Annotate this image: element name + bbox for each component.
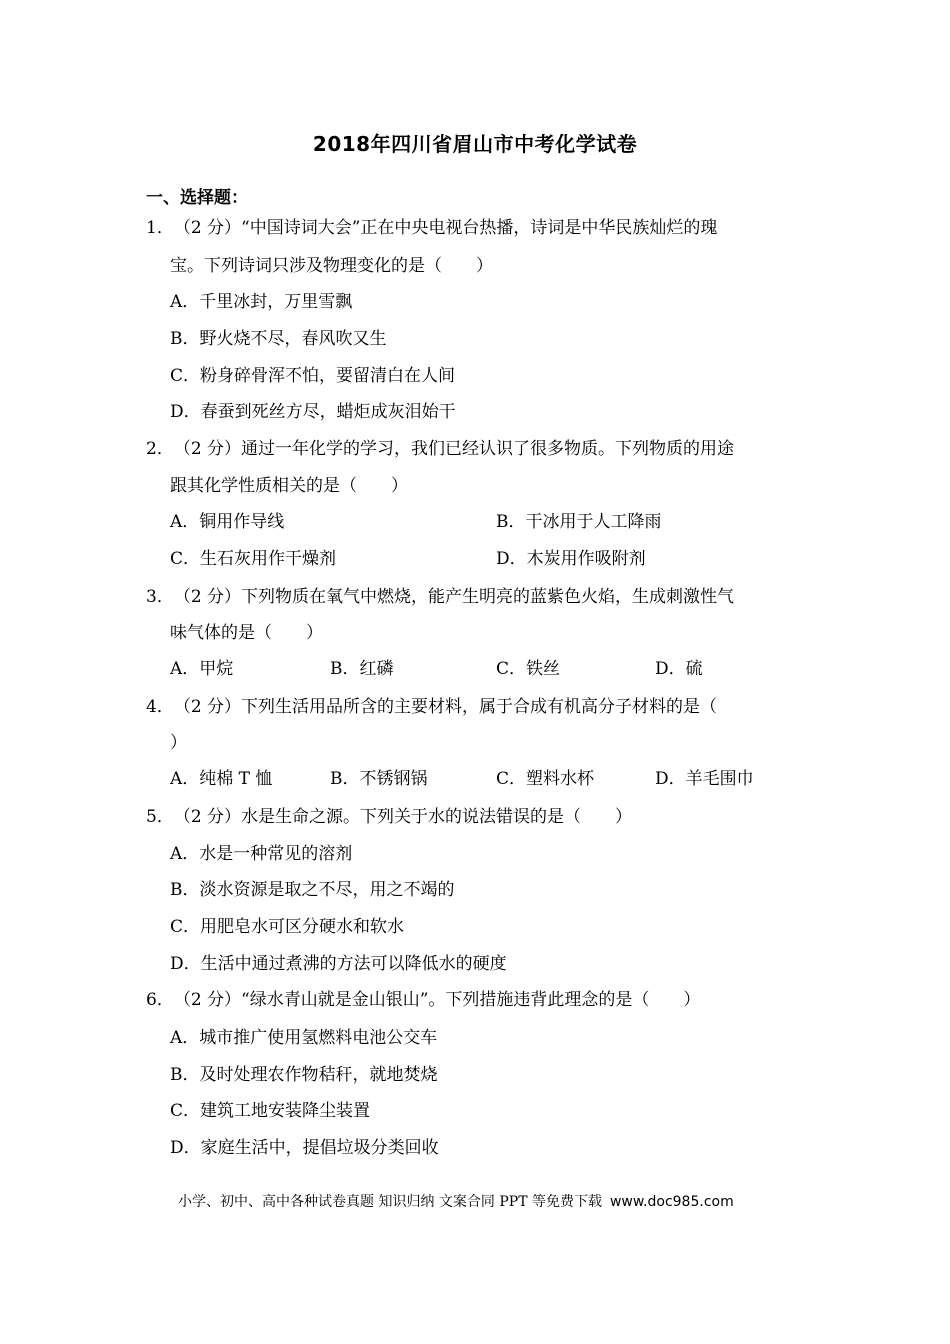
question-1-line-2: 宝。下列诗词只涉及物理变化的是（ ） [170, 256, 493, 276]
question-2-option-d: D．木炭用作吸附剂 [496, 549, 646, 569]
question-1-option-c: C．粉身碎骨浑不怕，要留清白在人间 [170, 366, 456, 386]
question-4-option-d: D．羊毛围巾 [655, 769, 754, 789]
question-4-line-2: ） [170, 733, 187, 753]
question-6-option-c: C．建筑工地安装降尘装置 [170, 1101, 371, 1121]
question-2-option-c: C．生石灰用作干燥剂 [170, 549, 337, 569]
question-5-option-a: A．水是一种常见的溶剂 [170, 844, 353, 864]
question-1-text: （2 分）“中国诗词大会”正在中央电视台热播，诗词是中华民族灿烂的瑰 [173, 218, 718, 238]
question-3-option-d: D．硫 [655, 659, 703, 679]
question-6-option-d: D．家庭生活中，提倡垃圾分类回收 [170, 1138, 439, 1158]
question-3-line-2: 味气体的是（ ） [170, 623, 323, 643]
question-5-option-b: B．淡水资源是取之不尽，用之不竭的 [170, 880, 455, 900]
page-title: 2018年四川省眉山市中考化学试卷 [312, 132, 638, 156]
question-2-number: 2． [146, 439, 174, 459]
question-4-text: （2 分）下列生活用品所含的主要材料，属于合成有机高分子材料的是（ [173, 697, 718, 717]
question-4-line-1 [146, 696, 717, 718]
question-3-number: 3． [146, 587, 174, 607]
footer-link[interactable]: www.doc985.com [609, 1194, 734, 1210]
question-6-option-b: B．及时处理农作物秸秆，就地焚烧 [170, 1065, 438, 1085]
question-1-option-d: D．春蚕到死丝方尽，蜡炬成灰泪始干 [170, 402, 456, 422]
question-3-option-a: A．甲烷 [170, 659, 234, 679]
question-3-line-1 [146, 586, 734, 608]
question-3-option-b: B．红磷 [330, 659, 394, 679]
question-2-option-a: A．铜用作导线 [170, 512, 285, 532]
question-6-line-1 [146, 989, 700, 1011]
question-5-text: （2 分）水是生命之源。下列关于水的说法错误的是（ ） [173, 807, 633, 827]
question-6-option-a: A．城市推广使用氢燃料电池公交车 [170, 1028, 438, 1048]
question-2-text: （2 分）通过一年化学的学习，我们已经认识了很多物质。下列物质的用途 [173, 439, 735, 459]
question-1-option-b: B．野火烧不尽，春风吹又生 [170, 329, 387, 349]
question-3-text: （2 分）下列物质在氧气中燃烧，能产生明亮的蓝紫色火焰，生成刺激性气 [173, 587, 735, 607]
question-4-option-b: B．不锈钢锅 [330, 769, 428, 789]
question-2-line-1 [146, 438, 734, 460]
question-2-line-2: 跟其化学性质相关的是（ ） [170, 476, 408, 496]
question-1-line-1 [146, 217, 717, 239]
question-5-line-1 [146, 806, 632, 828]
question-4-option-c: C．塑料水杯 [496, 769, 595, 789]
question-1-number: 1． [146, 218, 174, 238]
page-footer [178, 1191, 734, 1211]
question-4-number: 4． [146, 697, 174, 717]
footer-text: 小学、初中、高中各种试卷真题 知识归纳 文案合同 PPT 等免费下载 [178, 1194, 602, 1210]
question-5-number: 5． [146, 807, 174, 827]
question-5-option-c: C．用肥皂水可区分硬水和软水 [170, 917, 405, 937]
question-1-option-a: A．千里冰封，万里雪飘 [170, 292, 353, 312]
question-6-number: 6． [146, 990, 174, 1010]
question-4-option-a: A．纯棉 T 恤 [170, 769, 273, 789]
question-5-option-d: D．生活中通过煮沸的方法可以降低水的硬度 [170, 954, 507, 974]
question-6-text: （2 分）“绿水青山就是金山银山”。下列措施违背此理念的是（ ） [173, 990, 701, 1010]
section-heading: 一、选择题： [146, 188, 248, 208]
question-3-option-c: C．铁丝 [496, 659, 561, 679]
question-2-option-b: B．干冰用于人工降雨 [496, 512, 662, 532]
